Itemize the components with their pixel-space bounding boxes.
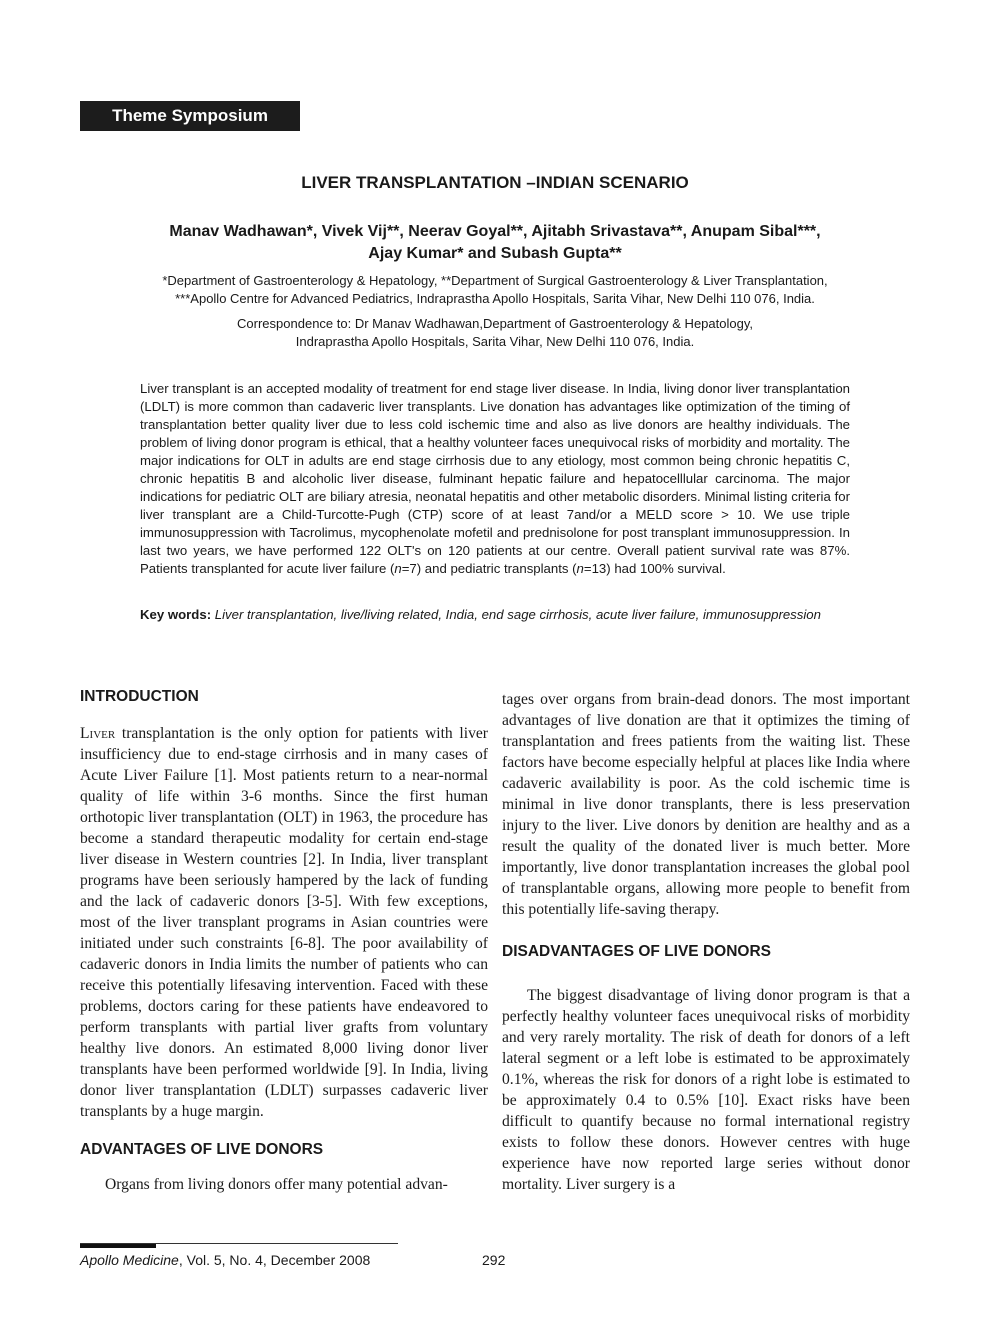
footer-citation (80, 1252, 370, 1268)
disadvantages-paragraph: The biggest disadvantage of living donor program is that a perfectly healthy volunteer faces unequivocal risks of morbidity and very rarely mortality. The risk of death for donors of a left lateral segment or a left lobe is estimated to be approximately 0.1%, whereas the risk for donors of a right lobe is estimated to be approximately 0.4 to 0.5% [10]. Exact risks have been difficult to quantify because no formal international registry exists to follow these donors. However centres with huge experience have now reported large series without donor mortality. Liver surgery is a (502, 987, 910, 1193)
right-column (502, 689, 910, 1195)
advantages-paragraph-start: Organs from living donors offer many potential advan- (105, 1176, 448, 1193)
abstract (140, 380, 850, 578)
journal-issue: , Vol. 5, No. 4, December 2008 (178, 1252, 371, 1268)
affiliations (80, 272, 910, 308)
affiliation-line-1: *Department of Gastroenterology & Hepatology, **Department of Surgical Gastroenterology & Liver Transplantation, (162, 273, 828, 288)
author-list (110, 221, 880, 265)
article-title: LIVER TRANSPLANTATION –INDIAN SCENARIO (301, 173, 689, 192)
page-number: 292 (482, 1252, 506, 1268)
section-heading-advantages: ADVANTAGES OF LIVE DONORS (80, 1141, 324, 1158)
keywords-text: Liver transplantation, live/living related, India, end sage cirrhosis, acute liver failure, immunosuppression (214, 607, 821, 622)
abstract-text-end: =13) had 100% survival. (583, 561, 726, 576)
advantages-paragraph-continued: tages over organs from brain-dead donors. The most important advantages of live donation are that it optimizes the timing of transplantation and frees patients from the waiting list. These factors have become especially helpful at places like India where cadaveric availability is poor. As the cold ischemic time is minimal in live donor transplants, there is less preservation injury to the liver. Live donors by denition are healthy and as a result the quality of the donated liver is much better. More importantly, live donor transplantation increases the global pool of transplantable organs, allowing more people to benefit from this potentially life-saving therapy. (502, 691, 910, 918)
introduction-body: transplantation is the only option for patients with liver insufficiency due to end-stage cirrhosis and in many cases of Acute Liver Failure [1]. Most patients return to a near-normal quality of life within 3-6 months. Since the first human orthotopic liver transplantation (OLT) in 1963, the procedure has become a standard therapeutic modality for certain end-stage liver disease in Western countries [2]. In India, liver transplant programs have been seriously hampered by the lack of funding and the lack of cadaveric donors [3-5]. With few exceptions, most of the liver transplant programs in Asian countries were initiated under such constraints [6-8]. The poor availability of cadaveric donors in India limits the number of patients who can receive this potentially lifesaving intervention. Faced with these problems, doctors caring for these patients have endeavored to perform transplants with partial liver grafts from voluntary healthy live donors. An estimated 8,000 living donor liver transplants have been performed worldwide [9]. In India, living donor liver transplantation (LDLT) surpasses cadaveric liver transplants by a huge margin. (80, 725, 488, 1120)
section-heading-introduction: INTRODUCTION (80, 688, 199, 705)
journal-name: Apollo Medicine (80, 1252, 179, 1268)
left-column (80, 688, 488, 1195)
introduction-paragraph (80, 723, 488, 1122)
section-heading-disadvantages: DISADVANTAGES OF LIVE DONORS (502, 943, 771, 960)
abstract-text: Liver transplant is an accepted modality of treatment for end stage liver disease. In India, living donor liver transplantation (LDLT) is more common than cadaveric liver transplants. Live donation has advantages like optimization of the timing of transplantation better quality liver due to less cold ischemic time and also as live donors are healthy individuals. The problem of living donor program is ethical, that a healthy volunteer faces unequivocal risks of morbidity and mortality. The major indications for OLT in adults are end stage cirrhosis due to any etiology, most common being chronic hepatitis C, chronic hepatitis B and alcoholic liver disease, fulminant hepatic failure and hepatocelllular carcinoma. The major indications for pediatric OLT are biliary atresia, neonatal hepatitis and other metabolic disorders. Minimal listing criteria for liver transplant are a Child-Turcotte-Pugh (CTP) score of at least 7and/or a MELD score > 10. We use triple immunosuppression with Tacrolimus, mycophenolate mofetil and prednisolone for post transplant immunosuppression. In last two years, we have performed 122 OLT's on 120 patients at our centre. Overall patient survival rate was 87%. Patients transplanted for acute liver failure ( (140, 381, 850, 576)
correspondence-line-1: Correspondence to: Dr Manav Wadhawan,Department of Gastroenterology & Hepatology, (237, 316, 753, 331)
introduction-lead-word: Liver (80, 725, 116, 742)
abstract-n-symbol: n (394, 561, 402, 576)
affiliation-line-2: ***Apollo Centre for Advanced Pediatrics, Indraprastha Apollo Hospitals, Sarita Vihar, New Delhi 110 076, India. (175, 291, 815, 306)
author-line-2: Ajay Kumar* and Subash Gupta** (368, 245, 622, 262)
keywords (140, 606, 850, 624)
author-line-1: Manav Wadhawan*, Vivek Vij**, Neerav Goyal**, Ajitabh Srivastava**, Anupam Sibal***, (169, 223, 821, 240)
correspondence-line-2: Indraprastha Apollo Hospitals, Sarita Vihar, New Delhi 110 076, India. (295, 334, 695, 349)
theme-banner: Theme Symposium (80, 101, 300, 131)
abstract-text-mid: =7) and pediatric transplants ( (401, 561, 577, 576)
abstract-n-symbol: n (576, 561, 584, 576)
footer-rule-accent (80, 1244, 156, 1248)
keywords-label: Key words: (140, 607, 212, 622)
correspondence (80, 315, 910, 351)
